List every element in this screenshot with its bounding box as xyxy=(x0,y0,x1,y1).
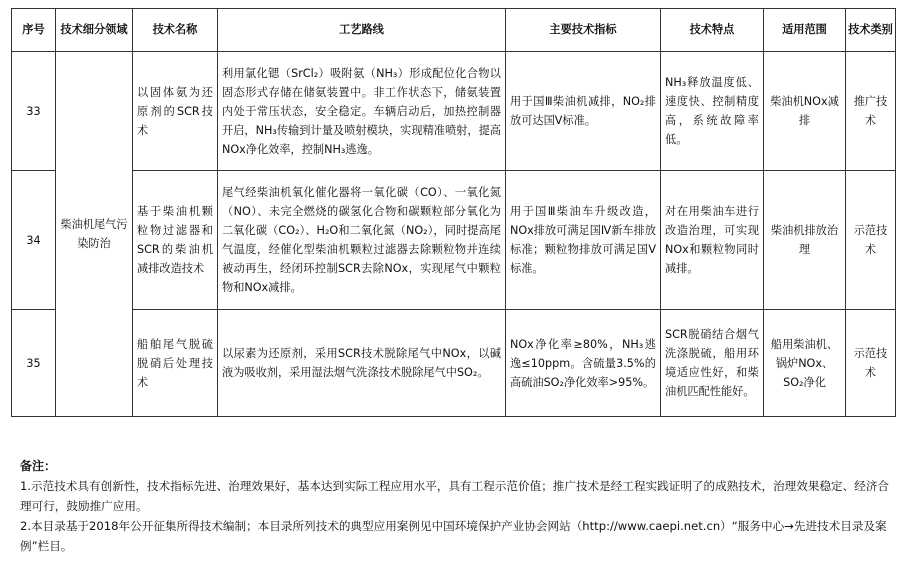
cell-category: 示范技术 xyxy=(846,171,896,310)
cell-category: 推广技术 xyxy=(846,52,896,171)
cell-category: 示范技术 xyxy=(846,310,896,417)
table-row xyxy=(12,171,896,310)
header-field: 技术细分领域 xyxy=(56,9,133,52)
cell-scope: 船用柴油机、锅炉NOx、SO₂净化 xyxy=(764,310,846,417)
table-row xyxy=(12,52,896,171)
notes-title: 备注： xyxy=(20,459,57,473)
cell-field: 柴油机尾气污染防治 xyxy=(56,52,133,417)
cell-seq: 35 xyxy=(12,310,56,417)
notes-section xyxy=(20,456,896,556)
header-seq: 序号 xyxy=(12,9,56,52)
cell-scope: 柴油机NOx减排 xyxy=(764,52,846,171)
cell-seq: 33 xyxy=(12,52,56,171)
cell-route: 利用氯化锶（SrCl₂）吸附氨（NH₃）形成配位化合物以固态形式存储在储氨装置中。非工作状态下，储氨装置内处于常压状态，安全稳定。车辆启动后，加热控制器开启，NH₃传输到计量及喷射模块，实现精准喷射，提高NOx净化效率，控制NH₃逃逸。 xyxy=(218,52,506,171)
technology-table xyxy=(11,8,896,417)
header-category: 技术类别 xyxy=(846,9,896,52)
cell-route: 以尿素为还原剂，采用SCR技术脱除尾气中NOx，以碱液为吸收剂，采用湿法烟气洗涤技术脱除尾气中SO₂。 xyxy=(218,310,506,417)
cell-name: 以固体氨为还原剂的SCR技术 xyxy=(133,52,218,171)
cell-indicator: 用于国Ⅲ柴油机减排，NO₂排放可达国Ⅴ标准。 xyxy=(506,52,661,171)
table-row xyxy=(12,310,896,417)
cell-name: 基于柴油机颗粒物过滤器和SCR的柴油机减排改造技术 xyxy=(133,171,218,310)
cell-name: 船舶尾气脱硫脱硝后处理技术 xyxy=(133,310,218,417)
cell-indicator: 用于国Ⅲ柴油车升级改造，NOx排放可满足国Ⅳ新车排放标准；颗粒物排放可满足国Ⅴ标准。 xyxy=(506,171,661,310)
cell-feature: SCR脱硝结合烟气洗涤脱硫，船用环境适应性好，和柴油机匹配性能好。 xyxy=(661,310,764,417)
header-scope: 适用范围 xyxy=(764,9,846,52)
cell-scope: 柴油机排放治理 xyxy=(764,171,846,310)
cell-feature: NH₃释放温度低、速度快、控制精度高，系统故障率低。 xyxy=(661,52,764,171)
cell-route: 尾气经柴油机氧化催化器将一氧化碳（CO）、一氧化氮（NO）、未完全燃烧的碳氢化合物和碳颗粒部分氧化为二氧化碳（CO₂）、H₂O和二氧化氮（NO₂），同时提高尾气温度，经催化型柴油机颗粒过滤器去除颗粒物并连续被动再生，经闭环控制SCR去除NOx，实现尾气中颗粒物和NOx减排。 xyxy=(218,171,506,310)
header-feature: 技术特点 xyxy=(661,9,764,52)
cell-indicator: NOx净化率≥80%，NH₃逃逸≤10ppm。含硫量3.5%的高硫油SO₂净化效率>95%。 xyxy=(506,310,661,417)
header-name: 技术名称 xyxy=(133,9,218,52)
note-item: 2.本目录基于2018年公开征集所得技术编制；本目录所列技术的典型应用案例见中国环境保护产业协会网站（http://www.caepi.net.cn）“服务中心→先进技术目录及案例”栏目。 xyxy=(20,519,887,553)
header-indicator: 主要技术指标 xyxy=(506,9,661,52)
header-route: 工艺路线 xyxy=(218,9,506,52)
note-item: 1.示范技术具有创新性，技术指标先进、治理效果好，基本达到实际工程应用水平，具有工程示范价值；推广技术是经工程实践证明了的成熟技术，治理效果稳定、经济合理可行，鼓励推广应用。 xyxy=(20,479,890,513)
cell-feature: 对在用柴油车进行改造治理，可实现NOx和颗粒物同时减排。 xyxy=(661,171,764,310)
header-row xyxy=(12,9,896,52)
cell-seq: 34 xyxy=(12,171,56,310)
